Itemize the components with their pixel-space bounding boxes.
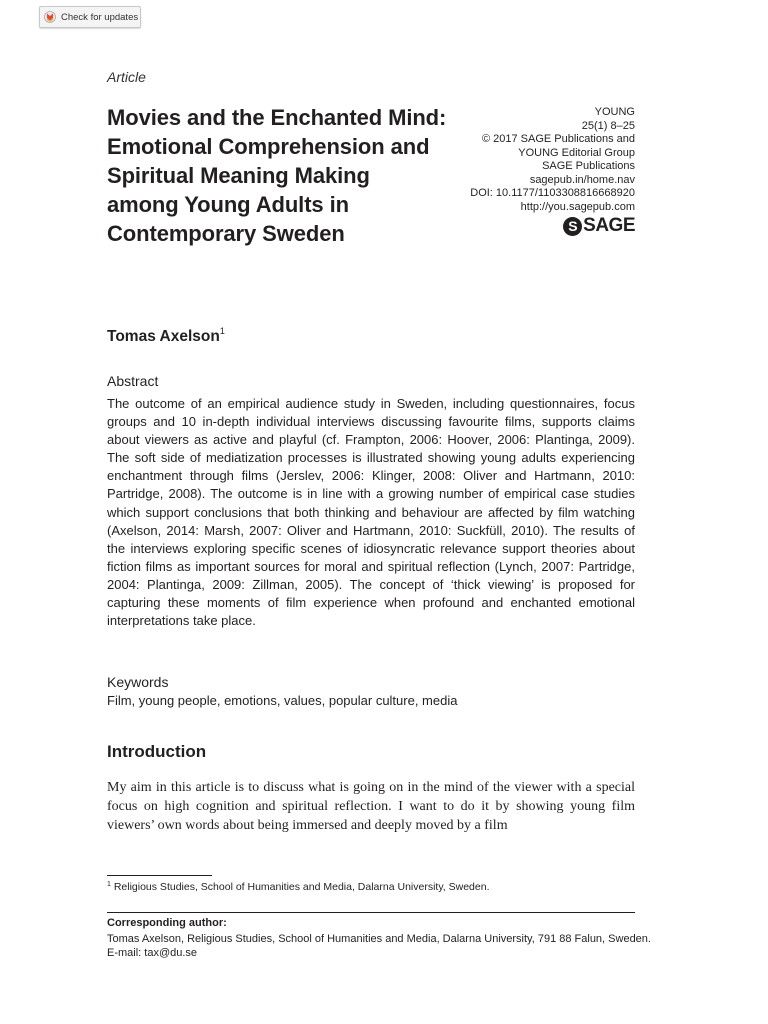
sage-s-icon: S <box>563 217 582 236</box>
journal-volume: 25(1) 8–25 <box>581 119 635 132</box>
journal-publisher: SAGE Publications <box>542 160 635 172</box>
sage-logo <box>563 215 635 237</box>
article-title: Movies and the Enchanted Mind: Emotional Comprehension and Spiritual Meaning Making among Young Adults in Contemporary Sweden <box>107 105 447 246</box>
introduction-text: My aim in this article is to discuss what is going on in the mind of the viewer with a special focus on high cognition and spiritual reflection. I want to do it by showing young film viewers’ own words about being immersed and deeply moved by a film <box>107 780 635 833</box>
crossmark-icon <box>44 11 56 23</box>
article-type-label: Article <box>107 69 146 85</box>
footnote-mark: 1 <box>107 881 111 888</box>
abstract-text: The outcome of an empirical audience study in Sweden, including questionnaires, focus groups and 10 in-depth individual interviews discussing favourite films, supports claims about viewers as active and playful (cf. Frampton, 2006: Hoover, 2006: Plantinga, 2009). The soft side of mediatization processes is illustrated showing young adults experiencing enchantment through films (Jerslev, 2006: Klinger, 2008: Oliver and Hartmann, 2010: Partridge, 2008). The outcome is in line with a growing number of empirical case studies which support conclusions that both thinking and behaviour are affected by film watching (Axelson, 2014: Marsh, 2007: Oliver and Hartmann, 2010: Suckfüll, 2010). The results of the interviews exploring specific scenes of idiosyncratic relevance support theories about fiction films as important sources for moral and spiritual reflection (Lynch, 2007: Partridge, 2004: Plantinga, 2009: Zillman, 2005). The concept of ‘thick viewing’ is proposed for capturing these moments of film experience when profound and enchanted emotional interpretations take place. <box>107 396 635 629</box>
corresponding-address: Tomas Axelson, Religious Studies, School of Humanities and Media, Dalarna University, 791 88 Falun, Sweden. <box>107 933 651 945</box>
journal-url[interactable]: http://you.sagepub.com <box>520 200 635 213</box>
keywords-heading: Keywords <box>107 674 169 690</box>
journal-doi[interactable]: DOI: 10.1177/1103308816668920 <box>470 187 635 199</box>
author-affiliation-mark: 1 <box>219 326 225 336</box>
introduction-heading: Introduction <box>107 742 207 761</box>
journal-copyright-holder: YOUNG Editorial Group <box>518 146 635 159</box>
corresponding-heading: Corresponding author: <box>107 917 227 929</box>
corresponding-details <box>107 932 651 960</box>
author-name-text: Tomas Axelson <box>107 328 220 345</box>
footnote-divider <box>107 875 212 876</box>
journal-info <box>375 106 635 214</box>
corresponding-divider <box>107 912 635 913</box>
journal-name: YOUNG <box>594 106 635 118</box>
footnote <box>107 881 490 893</box>
journal-publisher-url[interactable]: sagepub.in/home.nav <box>529 173 635 186</box>
footnote-text: Religious Studies, School of Humanities and Media, Dalarna University, Sweden. <box>113 881 490 893</box>
check-for-updates-button[interactable] <box>39 6 141 28</box>
sage-logo-text: SAGE <box>583 215 635 236</box>
author-name <box>107 328 225 346</box>
corresponding-email[interactable]: E-mail: tax@du.se <box>107 947 198 959</box>
keywords-text: Film, young people, emotions, values, popular culture, media <box>107 693 458 708</box>
journal-copyright: © 2017 SAGE Publications and <box>481 133 635 145</box>
abstract-heading: Abstract <box>107 373 159 389</box>
check-for-updates-label: Check for updates <box>61 11 139 23</box>
